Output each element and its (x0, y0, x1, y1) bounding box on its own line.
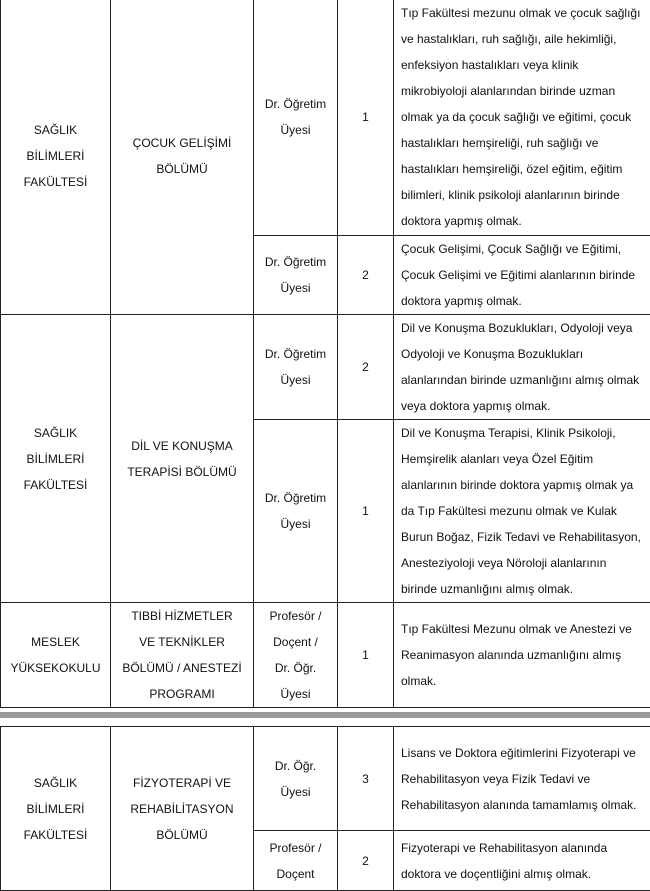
faculty-cell: SAĞLIK BİLİMLERİ FAKÜLTESİ (1, 315, 111, 603)
requirement-cell: Lisans ve Doktora eğitimlerini Fizyoterapi ve Rehabilitasyon veya Fizik Tedavi ve Rehabilitasyon alanında tamamlamış olmak. (394, 727, 650, 831)
count-cell: 2 (338, 831, 394, 891)
requirement-cell: Fizyoterapi ve Rehabilitasyon alanında doktora ve doçentliğini almış olmak. (394, 831, 650, 891)
table-row (1, 315, 650, 420)
requirement-cell: Tıp Fakültesi mezunu olmak ve çocuk sağlığı ve hastalıkları, ruh sağlığı, aile hekimliği, enfeksiyon hastalıkları veya klinik mikrobiyoloji alanlarından birinde uzman olmak ya da çocuk sağlığı ve eğitimi, çocuk hastalıkları hemşireliği, ruh sağlığı ve hastalıkları hemşireliği, özel eğitim, eğitim bilimleri, klinik psikoloji alanlarının birinde doktora yapmış olmak. (394, 0, 650, 236)
department-cell: FİZYOTERAPİ VE REHABİLİTASYON BÖLÜMÜ (111, 727, 254, 891)
requirement-cell: Dil ve Konuşma Terapisi, Klinik Psikoloji, Hemşirelik alanları veya Özel Eğitim alanlarının birinde doktora yapmış olmak ya da Tıp Fakültesi mezunu olmak ve Kulak Burun Boğaz, Fizik Tedavi ve Rehabilitasyon, Anesteziyoloji veya Nöroloji alanlarının birinde uzmanlığını almış olmak. (394, 420, 650, 603)
requirement-cell: Çocuk Gelişimi, Çocuk Sağlığı ve Eğitimi, Çocuk Gelişimi ve Eğitimi alanlarının birinde doktora yapmış olmak. (394, 236, 650, 315)
title-cell: Dr. Öğretim Üyesi (254, 0, 338, 236)
title-cell: Profesör / Doçent / Dr. Öğr. Üyesi (254, 603, 338, 708)
department-cell: DİL VE KONUŞMA TERAPİSİ BÖLÜMÜ (111, 315, 254, 603)
count-cell: 2 (338, 315, 394, 420)
count-cell: 1 (338, 0, 394, 236)
count-cell: 1 (338, 420, 394, 603)
table-row (1, 727, 650, 831)
faculty-cell: SAĞLIK BİLİMLERİ FAKÜLTESİ (1, 727, 111, 891)
title-cell: Dr. Öğretim Üyesi (254, 236, 338, 315)
count-cell: 1 (338, 603, 394, 708)
count-cell: 2 (338, 236, 394, 315)
table-row (1, 0, 650, 236)
requirement-cell: Dil ve Konuşma Bozuklukları, Odyoloji veya Odyoloji ve Konuşma Bozuklukları alanlarından birinde uzmanlığını almış olmak veya doktora yapmış olmak. (394, 315, 650, 420)
title-cell: Dr. Öğretim Üyesi (254, 315, 338, 420)
department-cell: ÇOCUK GELİŞİMİ BÖLÜMÜ (111, 0, 254, 315)
table-row (1, 603, 650, 708)
faculty-cell: SAĞLIK BİLİMLERİ FAKÜLTESİ (1, 0, 111, 315)
department-cell: TIBBİ HİZMETLER VE TEKNİKLER BÖLÜMÜ / ANESTEZİ PROGRAMI (111, 603, 254, 708)
faculty-cell: MESLEK YÜKSEKOKULU (1, 603, 111, 708)
table-separator (0, 712, 650, 718)
count-cell: 3 (338, 727, 394, 831)
title-cell: Profesör / Doçent (254, 831, 338, 891)
title-cell: Dr. Öğretim Üyesi (254, 420, 338, 603)
positions-table-2 (0, 726, 650, 891)
title-cell: Dr. Öğr. Üyesi (254, 727, 338, 831)
requirement-cell: Tıp Fakültesi Mezunu olmak ve Anestezi ve Reanimasyon alanında uzmanlığını almış olmak. (394, 603, 650, 708)
